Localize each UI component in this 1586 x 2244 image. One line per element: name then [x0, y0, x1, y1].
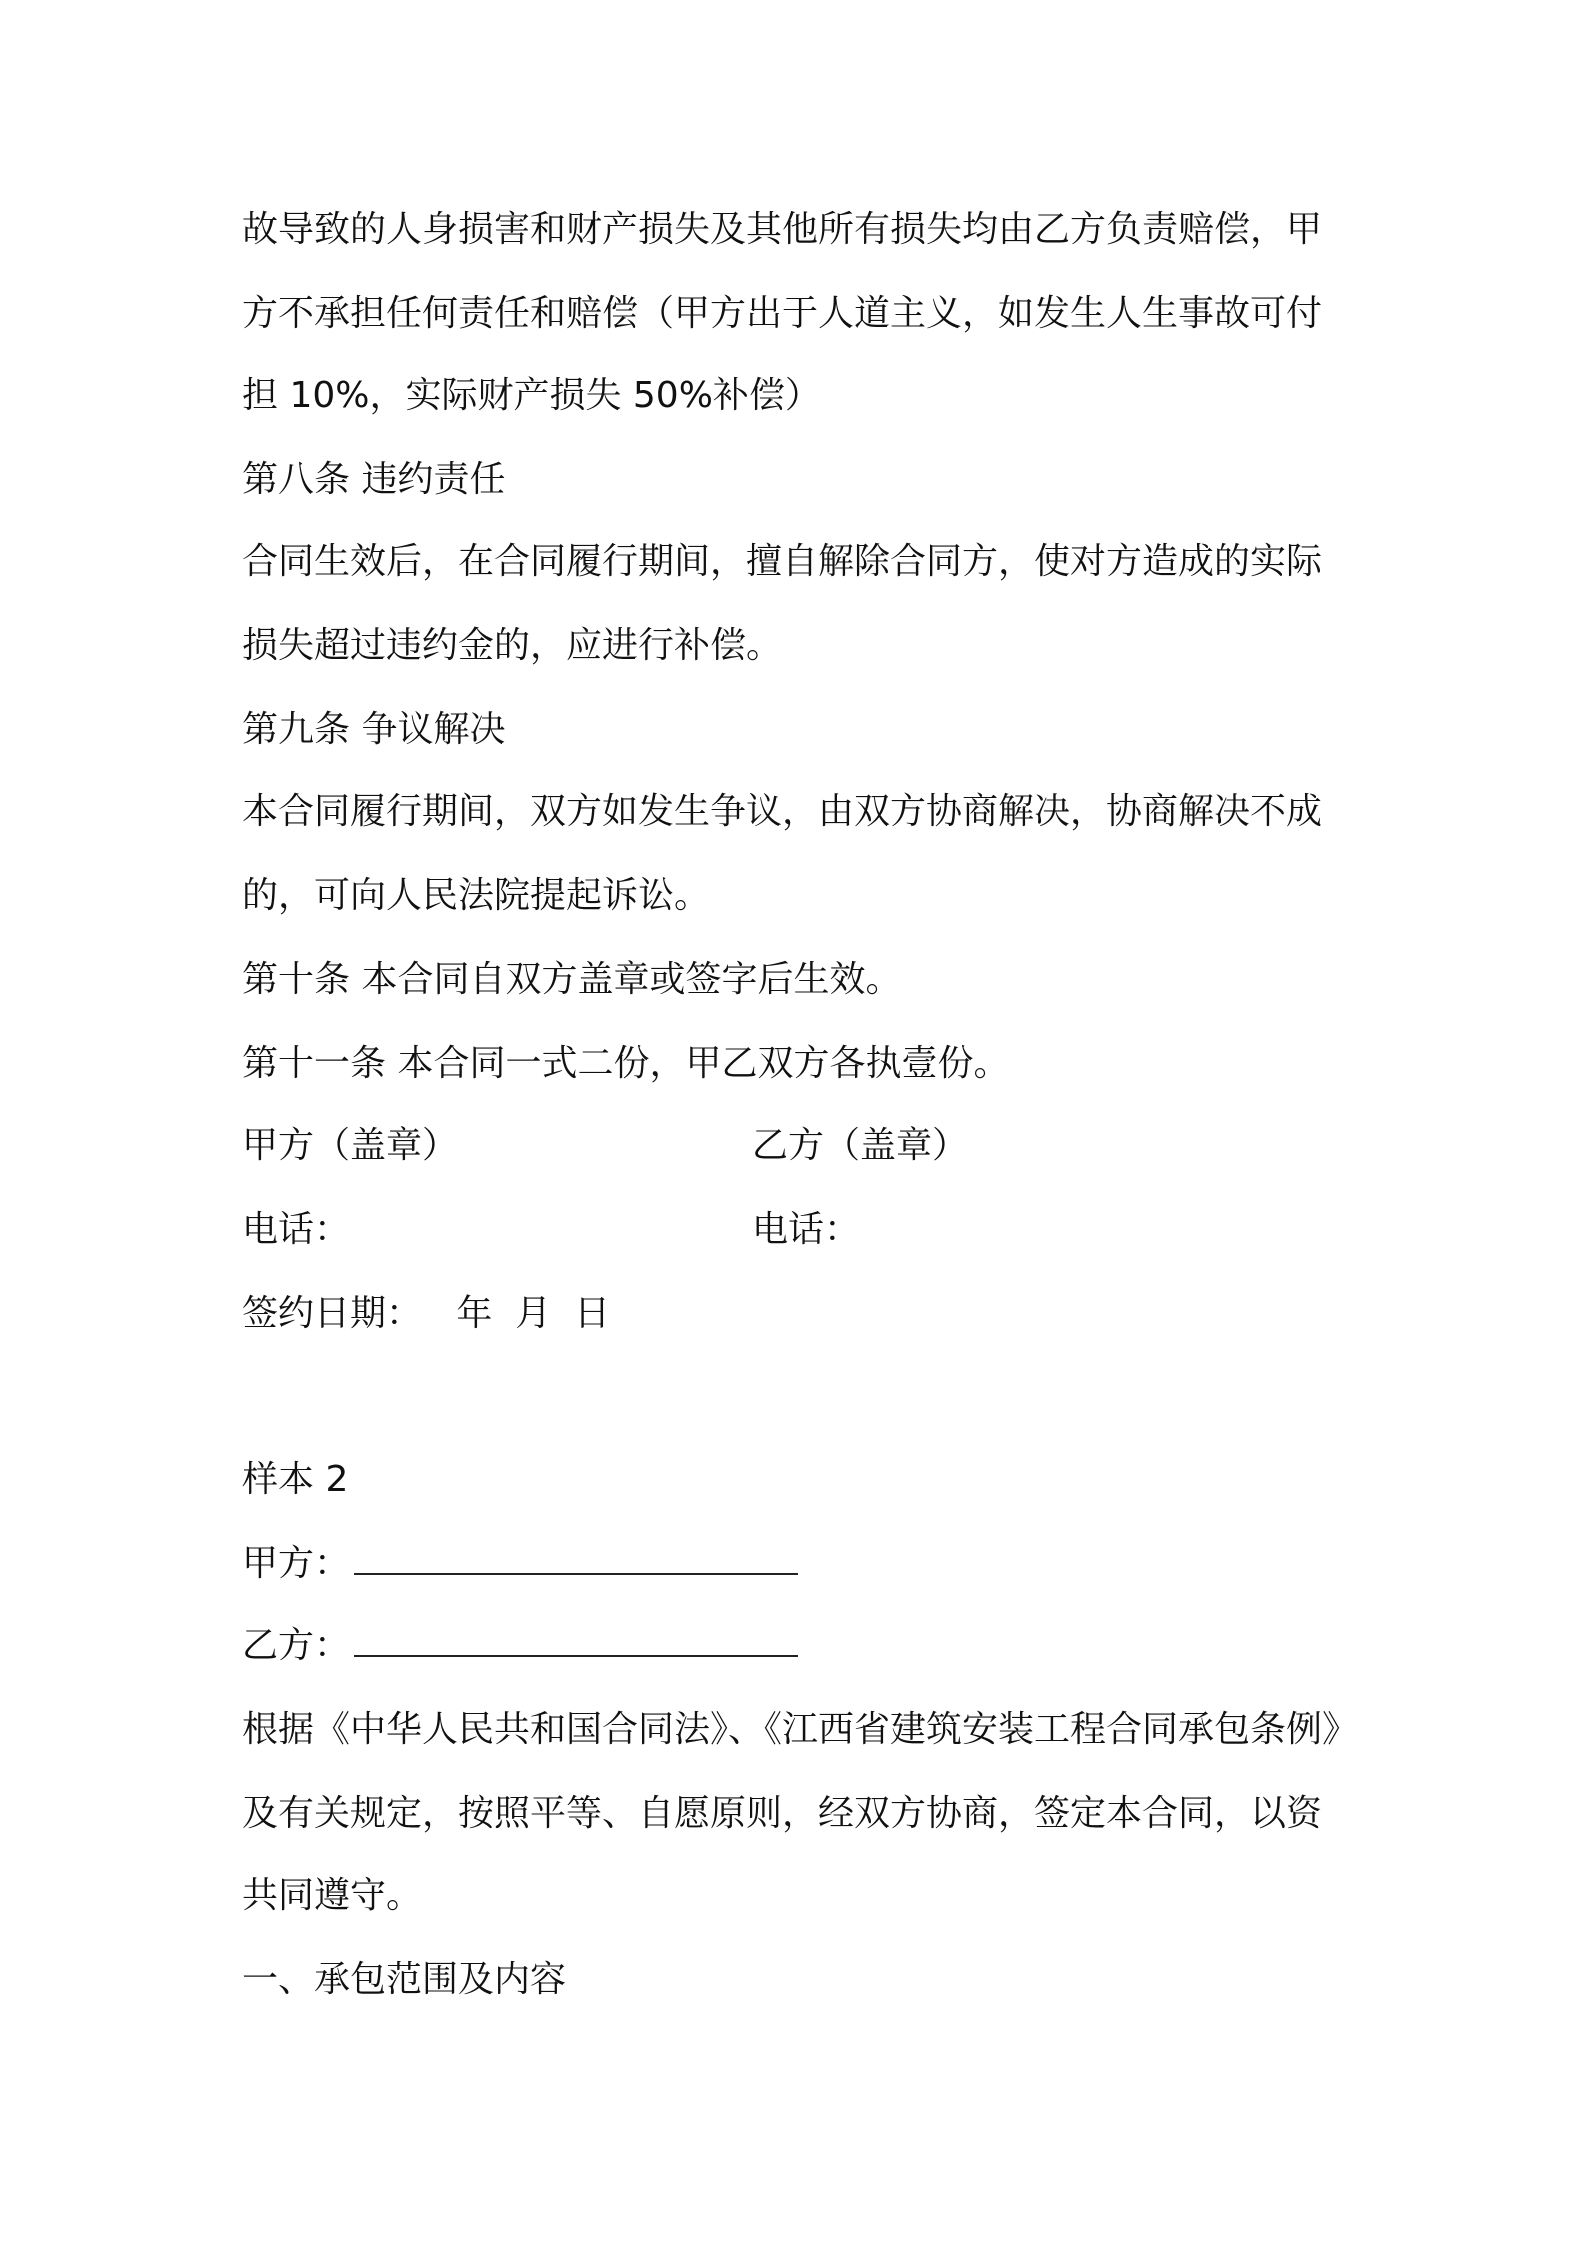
- text-line: 的，可向人民法院提起诉讼。: [242, 875, 711, 916]
- text-line: 合同生效后，在合同履行期间，擅自解除合同方，使对方造成的实际: [242, 541, 1323, 582]
- party-a-blank: [354, 1543, 798, 1575]
- text-line: 担 10%，实际财产损失 50%补偿）: [242, 375, 821, 416]
- article-heading: 第九条 争议解决: [242, 709, 506, 750]
- article-line: 第十条 本合同自双方盖章或签字后生效。: [242, 959, 902, 1000]
- party-a-label: 甲方：: [242, 1543, 351, 1584]
- text-line: 故导致的人身损害和财产损失及其他所有损失均由乙方负责赔偿，甲: [242, 209, 1323, 250]
- section-heading: 一、承包范围及内容: [242, 1959, 567, 2000]
- phone-row: [242, 1206, 1362, 1254]
- text-line: 根据《中华人民共和国合同法》、《江西省建筑安装工程合同承包条例》: [242, 1709, 1359, 1750]
- party-b-row: [242, 1622, 1362, 1670]
- party-b-phone-label: 电话：: [752, 1209, 861, 1250]
- text-line: 共同遵守。: [242, 1875, 423, 1916]
- text-line: 损失超过违约金的，应进行补偿。: [242, 625, 783, 666]
- text-line: 本合同履行期间，双方如发生争议，由双方协商解决，协商解决不成: [242, 791, 1323, 832]
- party-b-blank: [354, 1625, 798, 1657]
- sample-title: 样本 2: [242, 1459, 349, 1500]
- text-line: 及有关规定，按照平等、自愿原则，经双方协商，签定本合同，以资: [242, 1793, 1323, 1834]
- party-b-label: 乙方：: [242, 1625, 351, 1666]
- sign-date: 签约日期： 年 月 日: [242, 1293, 611, 1334]
- party-b-seal: 乙方（盖章）: [752, 1125, 969, 1166]
- article-heading: 第八条 违约责任: [242, 459, 506, 500]
- article-line: 第十一条 本合同一式二份，甲乙双方各执壹份。: [242, 1043, 1010, 1084]
- seal-row: [242, 1122, 1362, 1170]
- text-line: 方不承担任何责任和赔偿（甲方出于人道主义，如发生人生事故可付: [242, 293, 1323, 334]
- party-a-row: [242, 1540, 1362, 1588]
- party-a-seal: 甲方（盖章）: [242, 1125, 459, 1166]
- party-a-phone-label: 电话：: [242, 1209, 351, 1250]
